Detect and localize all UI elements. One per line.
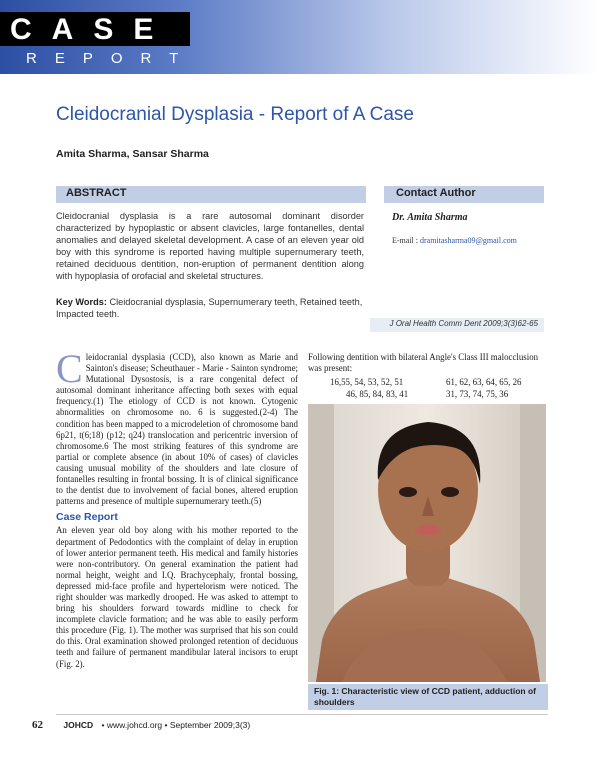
figure-caption: Fig. 1: Characteristic view of CCD patient, adduction of shoulders (314, 686, 536, 707)
article-authors: Amita Sharma, Sansar Sharma (56, 148, 209, 160)
contact-heading: Contact Author (396, 187, 476, 199)
contact-email (392, 236, 517, 245)
citation-bar (370, 318, 544, 332)
email-link[interactable]: dramitasharma09@gmail.com (420, 236, 517, 245)
patient-photo (308, 404, 546, 682)
footer-site[interactable]: www.johcd.org (106, 720, 163, 730)
left-column (56, 346, 298, 670)
case-report-text: An eleven year old boy along with his mother reported to the department of Pedodontics with the complaint of delay in eruption of lower anterior permanent teeth. His medical and family histories were non-contributory. On general examination the patient had normal height, weight and I.Q. Brachycephaly, frontal bossing, depressed mid-face profile and hypertelorism were noticed. The right shoulder was markedly drooped. He was asked to attempt to bring his shoulders forward towards midline to check for incomplete clavicle formation; and he was able to easily perform this procedure (Fig. 1). The mother was surprised that his son could do this. Oral examination showed prolonged retention of deciduous teeth and failure of permanent mandibular lateral incisors to erupt (Fig. 2). (56, 525, 298, 669)
teeth-lower-left: 46, 85, 84, 83, 41 (346, 389, 409, 399)
patient-photo-illustration (308, 404, 546, 682)
teeth-upper-right: 61, 62, 63, 64, 65, 26 (446, 377, 522, 387)
case-label-box (0, 12, 190, 46)
teeth-lower-right: 31, 73, 74, 75, 36 (446, 389, 509, 399)
dropcap: C (56, 346, 83, 391)
abstract-text: Cleidocranial dysplasia is a rare autosomal dominant disorder characterized by hypoplastic or absent clavicles, large fontanelles, dental anomalies and delayed skeletal development. A case of an eleven year old boy with this syndrome is reported having multiple supernumerary teeth, retained deciduous dentition, non-eruption of permanent dentition along with hypoplasia of orofacial and skeletal structures. (56, 211, 364, 281)
case-label: CASE (10, 13, 174, 46)
footer-bullet-2: • (164, 720, 168, 730)
contact-heading-bar (384, 186, 544, 203)
citation: J Oral Health Comm Dent 2009;3(3)62-65 (389, 319, 538, 328)
page-footer (32, 719, 250, 731)
footer-rule (56, 714, 548, 715)
report-label: REPORT (26, 50, 197, 67)
figure-caption-bar (308, 684, 548, 710)
dentition-intro: Following dentition with bilateral Angle's Class III malocclusion was present: (308, 352, 539, 374)
page-number: 62 (32, 719, 43, 731)
footer-bullet-1: • (101, 720, 105, 730)
teeth-upper-left: 16,55, 54, 53, 52, 51 (330, 377, 404, 387)
footer-journal: JOHCD (63, 720, 94, 730)
keywords (56, 296, 366, 320)
abstract-heading: ABSTRACT (66, 187, 127, 199)
case-report-heading: Case Report (56, 511, 118, 524)
intro-paragraph (56, 346, 298, 507)
keywords-label: Key Words: (56, 297, 107, 307)
intro-text: leidocranial dysplasia (CCD), also known as Marie and Sainton's disease; Scheuthauer - Marie - Sainton syndrome; Mutational Dysostosis, is a rare congenital defect of autosomal dominant inheritance affecting both sexes with equal frequency.(1) The etiology of CCD is not known. Cytogenic abnormalities on chromosome no. 6 is suggested.(2-4) The condition has been mapped to a microdeletion of chromosome band 6p21, t(6;18) (p12; q24) translocation and pericentric inversion of chromosome.6 The most striking features of this syndrome are partial or complete absence (in about 10% of cases) of clavicles causing unusual mobility of the shoulders and late closure of fontanelles resulting in frontal bossing. It is of clinical significance to the dentist due to involvement of facial bones, altered eruption patterns and presence of multiple supernumerary teeth.(5) (56, 352, 298, 507)
abstract-heading-bar (56, 186, 366, 203)
contact-name: Dr. Amita Sharma (392, 212, 468, 223)
email-label: E-mail : (392, 236, 418, 245)
header-banner (0, 0, 600, 74)
footer-issue: September 2009;3(3) (169, 720, 251, 730)
keywords-text: Cleidocranial dysplasia, Supernumerary teeth, Retained teeth, Impacted teeth. (56, 297, 363, 319)
article-title: Cleidocranial Dysplasia - Report of A Case (56, 104, 415, 125)
